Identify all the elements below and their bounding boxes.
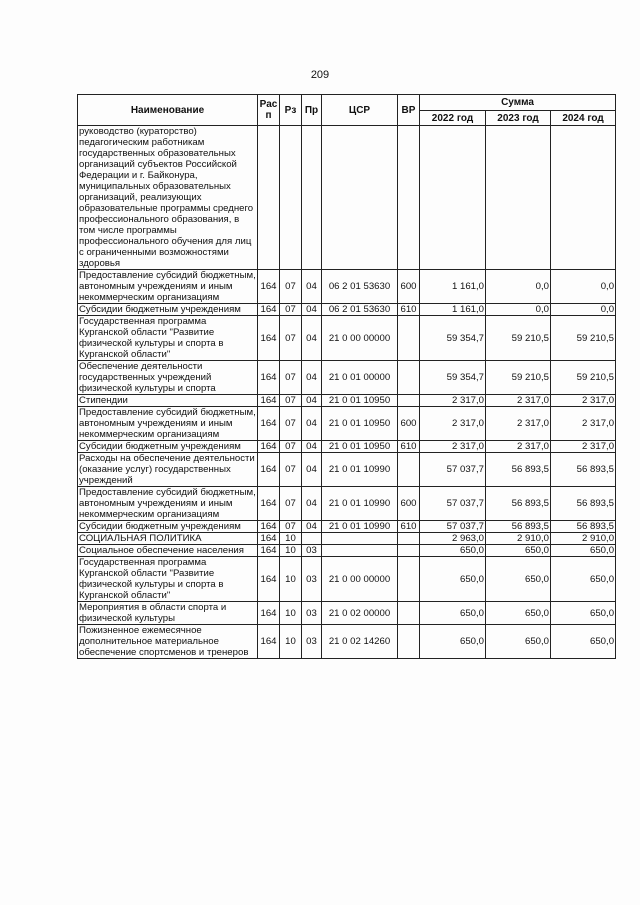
row-rasp: 164 — [258, 602, 280, 625]
table-row — [78, 487, 616, 521]
row-csr: 21 0 01 10950 — [322, 395, 398, 407]
row-sum-2022: 650,0 — [420, 602, 486, 625]
header-year-2023: 2023 год — [486, 111, 551, 126]
row-rasp: 164 — [258, 316, 280, 361]
table-row — [78, 441, 616, 453]
row-name: Субсидии бюджетным учреждениям — [78, 441, 258, 453]
row-sum-2023: 56 893,5 — [486, 487, 551, 521]
row-vr — [398, 557, 420, 602]
row-name: Предоставление субсидий бюджетным, автономным учреждениям и иным некоммерческим организациям — [79, 270, 256, 303]
row-rz: 07 — [280, 361, 302, 395]
row-pr: 04 — [302, 407, 322, 441]
row-vr: 600 — [398, 487, 420, 521]
row-name: Субсидии бюджетным учреждениям — [78, 304, 258, 316]
row-sum-2022: 650,0 — [420, 557, 486, 602]
row-csr: 21 0 01 10950 — [322, 407, 398, 441]
row-sum-2022: 1 161,0 — [420, 304, 486, 316]
row-sum-2023: 2 317,0 — [486, 407, 551, 441]
row-rasp: 164 — [258, 625, 280, 659]
row-rasp: 164 — [258, 487, 280, 521]
row-sum-2023: 650,0 — [486, 602, 551, 625]
row-sum-2023: 56 893,5 — [486, 521, 551, 533]
table-row — [78, 407, 616, 441]
row-name: Предоставление субсидий бюджетным, автономным учреждениям и иным некоммерческим организациям — [79, 487, 256, 520]
row-sum-2023: 650,0 — [486, 545, 551, 557]
row-sum-2023: 0,0 — [486, 304, 551, 316]
header-year-2024: 2024 год — [551, 111, 616, 126]
row-sum-2022: 57 037,7 — [420, 521, 486, 533]
header-rasp: Рас п — [258, 95, 280, 126]
row-rasp: 164 — [258, 533, 280, 545]
row-rz: 10 — [280, 557, 302, 602]
row-sum-2024: 2 317,0 — [551, 441, 616, 453]
header-csr: ЦСР — [322, 95, 398, 126]
row-name: Стипендии — [78, 395, 258, 407]
row-sum-2023 — [486, 126, 551, 270]
row-rz: 07 — [280, 487, 302, 521]
row-pr: 04 — [302, 270, 322, 304]
header-name: Наименование — [78, 95, 258, 126]
row-vr: 600 — [398, 270, 420, 304]
row-vr — [398, 316, 420, 361]
row-sum-2024: 650,0 — [551, 625, 616, 659]
row-csr: 06 2 01 53630 — [322, 304, 398, 316]
row-csr — [322, 126, 398, 270]
row-pr: 04 — [302, 304, 322, 316]
row-rz: 10 — [280, 602, 302, 625]
row-rz: 10 — [280, 533, 302, 545]
row-sum-2022: 2 317,0 — [420, 407, 486, 441]
row-sum-2024: 59 210,5 — [551, 361, 616, 395]
row-sum-2024: 0,0 — [551, 270, 616, 304]
row-pr: 03 — [302, 557, 322, 602]
row-rz: 07 — [280, 304, 302, 316]
table-row — [78, 395, 616, 407]
row-rz: 10 — [280, 545, 302, 557]
row-rasp: 164 — [258, 453, 280, 487]
row-vr: 610 — [398, 304, 420, 316]
row-sum-2024: 650,0 — [551, 602, 616, 625]
row-vr: 610 — [398, 521, 420, 533]
row-rz: 07 — [280, 521, 302, 533]
table-row — [78, 625, 616, 659]
row-rz: 07 — [280, 270, 302, 304]
row-pr — [302, 126, 322, 270]
row-pr — [302, 533, 322, 545]
row-rz: 07 — [280, 395, 302, 407]
row-vr: 610 — [398, 441, 420, 453]
table-row — [78, 126, 616, 270]
row-rz: 07 — [280, 407, 302, 441]
row-csr: 21 0 00 00000 — [322, 557, 398, 602]
row-rasp: 164 — [258, 521, 280, 533]
row-csr: 06 2 01 53630 — [322, 270, 398, 304]
row-vr — [398, 602, 420, 625]
row-name: руководство (кураторство) педагогическим работникам государственных образовательных организаций субъектов Российской Федерации и г. Байконура, муниципальных образовательных организаций, реализующих образовательные программы среднего профессионального образования, в том числе программы профессионального обучения для лиц с ограниченными возможностями здоровья — [78, 126, 258, 270]
header-vr: ВР — [398, 95, 420, 126]
row-csr — [322, 533, 398, 545]
row-sum-2022: 650,0 — [420, 625, 486, 659]
row-csr: 21 0 02 14260 — [322, 625, 398, 659]
row-sum-2024 — [551, 126, 616, 270]
row-name: Государственная программа Курганской области "Развитие физической культуры и спорта в Курганской области" — [78, 316, 258, 361]
row-sum-2024: 650,0 — [551, 557, 616, 602]
row-name: Мероприятия в области спорта и физической культуры — [78, 602, 258, 625]
row-csr — [322, 545, 398, 557]
row-pr: 04 — [302, 453, 322, 487]
row-rasp — [258, 126, 280, 270]
budget-table-body — [78, 126, 616, 659]
row-pr: 04 — [302, 521, 322, 533]
row-sum-2022 — [420, 126, 486, 270]
row-vr — [398, 395, 420, 407]
row-name: Предоставление субсидий бюджетным, автономным учреждениям и иным некоммерческим организациям — [79, 407, 256, 440]
table-row — [78, 533, 616, 545]
table-row — [78, 304, 616, 316]
row-vr — [398, 126, 420, 270]
row-rasp: 164 — [258, 395, 280, 407]
row-csr: 21 0 02 00000 — [322, 602, 398, 625]
row-sum-2023: 2 317,0 — [486, 395, 551, 407]
row-sum-2022: 650,0 — [420, 545, 486, 557]
row-sum-2022: 2 317,0 — [420, 395, 486, 407]
row-vr — [398, 361, 420, 395]
row-rz: 10 — [280, 625, 302, 659]
row-rasp: 164 — [258, 270, 280, 304]
row-sum-2024: 56 893,5 — [551, 521, 616, 533]
row-sum-2024: 2 317,0 — [551, 407, 616, 441]
row-pr: 04 — [302, 487, 322, 521]
row-name: Пожизненное ежемесячное дополнительное материальное обеспечение спортсменов и тренеров — [78, 625, 258, 659]
row-sum-2023: 2 317,0 — [486, 441, 551, 453]
row-sum-2024: 56 893,5 — [551, 453, 616, 487]
row-pr: 03 — [302, 625, 322, 659]
header-rz: Рз — [280, 95, 302, 126]
row-sum-2023: 59 210,5 — [486, 361, 551, 395]
row-pr: 04 — [302, 395, 322, 407]
row-csr: 21 0 00 00000 — [322, 316, 398, 361]
row-rasp: 164 — [258, 407, 280, 441]
row-sum-2024: 56 893,5 — [551, 487, 616, 521]
row-sum-2024: 650,0 — [551, 545, 616, 557]
row-sum-2024: 2 910,0 — [551, 533, 616, 545]
row-csr: 21 0 01 10990 — [322, 521, 398, 533]
table-row — [78, 557, 616, 602]
row-sum-2023: 650,0 — [486, 625, 551, 659]
header-sum: Сумма — [420, 95, 616, 111]
row-name: Субсидии бюджетным учреждениям — [78, 521, 258, 533]
row-sum-2022: 57 037,7 — [420, 453, 486, 487]
row-sum-2022: 59 354,7 — [420, 316, 486, 361]
row-pr: 03 — [302, 545, 322, 557]
row-rasp: 164 — [258, 441, 280, 453]
row-rz: 07 — [280, 316, 302, 361]
row-pr: 03 — [302, 602, 322, 625]
header-pr: Пр — [302, 95, 322, 126]
row-rasp: 164 — [258, 557, 280, 602]
row-sum-2022: 57 037,7 — [420, 487, 486, 521]
row-sum-2023: 0,0 — [486, 270, 551, 304]
header-year-2022: 2022 год — [420, 111, 486, 126]
row-sum-2023: 650,0 — [486, 557, 551, 602]
row-name: Расходы на обеспечение деятельности (оказание услуг) государственных учреждений — [78, 453, 258, 487]
row-pr: 04 — [302, 441, 322, 453]
row-name: Государственная программа Курганской области "Развитие физической культуры и спорта в Курганской области" — [78, 557, 258, 602]
row-rz: 07 — [280, 453, 302, 487]
page-number: 209 — [310, 69, 330, 81]
row-sum-2024: 2 317,0 — [551, 395, 616, 407]
table-row — [78, 545, 616, 557]
row-csr: 21 0 01 10990 — [322, 487, 398, 521]
row-sum-2022: 2 317,0 — [420, 441, 486, 453]
table-row — [78, 361, 616, 395]
row-csr: 21 0 01 10990 — [322, 453, 398, 487]
row-rasp: 164 — [258, 304, 280, 316]
table-row — [78, 316, 616, 361]
row-rasp: 164 — [258, 545, 280, 557]
row-name: Обеспечение деятельности государственных учреждений физической культуры и спорта — [78, 361, 258, 395]
table-row — [78, 270, 616, 304]
row-name: Социальное обеспечение населения — [78, 545, 258, 557]
row-sum-2024: 0,0 — [551, 304, 616, 316]
row-sum-2023: 2 910,0 — [486, 533, 551, 545]
row-rz: 07 — [280, 441, 302, 453]
table-row — [78, 453, 616, 487]
row-sum-2022: 59 354,7 — [420, 361, 486, 395]
row-vr — [398, 545, 420, 557]
table-row — [78, 602, 616, 625]
row-rasp: 164 — [258, 361, 280, 395]
row-vr — [398, 453, 420, 487]
row-csr: 21 0 01 10950 — [322, 441, 398, 453]
row-csr: 21 0 01 00000 — [322, 361, 398, 395]
row-vr — [398, 625, 420, 659]
row-vr — [398, 533, 420, 545]
table-row — [78, 521, 616, 533]
row-sum-2022: 1 161,0 — [420, 270, 486, 304]
row-pr: 04 — [302, 316, 322, 361]
row-rz — [280, 126, 302, 270]
row-sum-2022: 2 963,0 — [420, 533, 486, 545]
row-name: СОЦИАЛЬНАЯ ПОЛИТИКА — [78, 533, 258, 545]
row-sum-2023: 56 893,5 — [486, 453, 551, 487]
budget-table — [77, 94, 616, 659]
row-vr: 600 — [398, 407, 420, 441]
row-sum-2023: 59 210,5 — [486, 316, 551, 361]
row-pr: 04 — [302, 361, 322, 395]
row-sum-2024: 59 210,5 — [551, 316, 616, 361]
